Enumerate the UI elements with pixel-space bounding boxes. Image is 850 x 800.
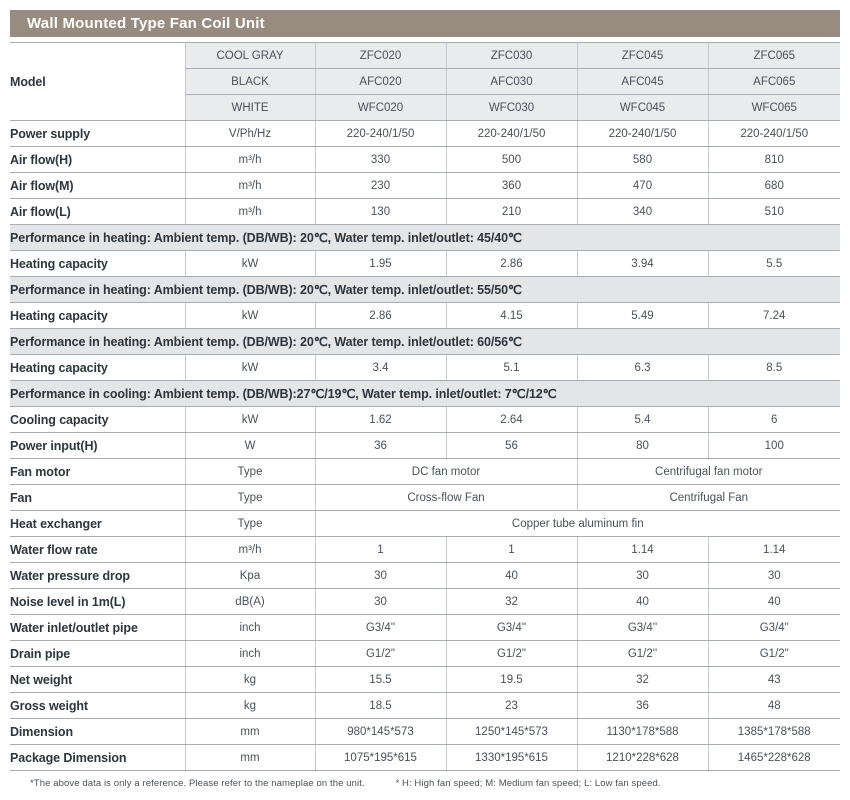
footnote-speed-legend: * H: High fan speed; M: Medium fan speed; L: Low fan speed.	[395, 778, 661, 789]
spec-value: 48	[708, 693, 840, 719]
spec-value: 500	[446, 147, 577, 173]
spec-row	[10, 407, 840, 433]
spec-value: 1075*195*615	[315, 745, 446, 771]
spec-value: 43	[708, 667, 840, 693]
section-header-row	[10, 277, 840, 303]
spec-value: 8.5	[708, 355, 840, 381]
spec-unit: Type	[185, 459, 315, 485]
spec-value: G3/4''	[315, 615, 446, 641]
spec-row	[10, 563, 840, 589]
spec-value: G1/2"	[315, 641, 446, 667]
spec-value: 30	[577, 563, 708, 589]
spec-value: 30	[315, 589, 446, 615]
spec-value: 810	[708, 147, 840, 173]
spec-table	[10, 42, 840, 771]
spec-label: Package Dimension	[10, 745, 185, 771]
spec-row	[10, 355, 840, 381]
spec-row	[10, 433, 840, 459]
spec-label: Water flow rate	[10, 537, 185, 563]
spec-unit: inch	[185, 641, 315, 667]
spec-value: 220-240/1/50	[446, 121, 577, 147]
spec-value: 980*145*573	[315, 719, 446, 745]
spec-value: 1130*178*588	[577, 719, 708, 745]
model-code: AFC030	[446, 69, 577, 95]
model-code: AFC045	[577, 69, 708, 95]
spec-unit: inch	[185, 615, 315, 641]
model-color-name: COOL GRAY	[185, 43, 315, 69]
spec-unit: kg	[185, 667, 315, 693]
spec-row	[10, 667, 840, 693]
footnote-reference-note: *The above data is only a reference. Please refer to the nameplae on the unit.	[30, 778, 365, 789]
model-color-name: BLACK	[185, 69, 315, 95]
spec-value: G3/4''	[577, 615, 708, 641]
spec-value: 36	[577, 693, 708, 719]
spec-label: Power supply	[10, 121, 185, 147]
spec-value: 56	[446, 433, 577, 459]
spec-label: Air flow(H)	[10, 147, 185, 173]
model-row	[10, 43, 840, 69]
spec-value: 36	[315, 433, 446, 459]
spec-unit: m³/h	[185, 147, 315, 173]
spec-unit: Type	[185, 511, 315, 537]
spec-row	[10, 641, 840, 667]
spec-label: Net weight	[10, 667, 185, 693]
spec-label: Heating capacity	[10, 251, 185, 277]
spec-value: DC fan motor	[315, 459, 577, 485]
spec-unit: kW	[185, 355, 315, 381]
spec-unit: m³/h	[185, 173, 315, 199]
spec-value: 1.14	[708, 537, 840, 563]
spec-unit: mm	[185, 745, 315, 771]
spec-row	[10, 303, 840, 329]
spec-value: 1	[446, 537, 577, 563]
spec-value: 470	[577, 173, 708, 199]
model-code: AFC065	[708, 69, 840, 95]
spec-row	[10, 511, 840, 537]
spec-value: 2.86	[315, 303, 446, 329]
spec-value: 220-240/1/50	[708, 121, 840, 147]
spec-unit: kW	[185, 303, 315, 329]
spec-unit: Kpa	[185, 563, 315, 589]
spec-label: Dimension	[10, 719, 185, 745]
model-code: WFC030	[446, 95, 577, 121]
spec-value: 2.86	[446, 251, 577, 277]
spec-value: Cross-flow Fan	[315, 485, 577, 511]
spec-value: 4.15	[446, 303, 577, 329]
spec-value: 6.3	[577, 355, 708, 381]
spec-unit: dB(A)	[185, 589, 315, 615]
spec-value: 1.14	[577, 537, 708, 563]
spec-value: 1465*228*628	[708, 745, 840, 771]
spec-value: 32	[577, 667, 708, 693]
spec-row	[10, 147, 840, 173]
spec-row	[10, 745, 840, 771]
spec-row	[10, 121, 840, 147]
section-header-row	[10, 225, 840, 251]
model-code: ZFC045	[577, 43, 708, 69]
spec-value: Centrifugal fan motor	[577, 459, 840, 485]
section-header-text: Performance in heating: Ambient temp. (DB/WB): 20℃, Water temp. inlet/outlet: 45/40℃	[10, 225, 840, 251]
spec-row	[10, 693, 840, 719]
spec-row	[10, 459, 840, 485]
spec-row	[10, 485, 840, 511]
spec-value: 5.4	[577, 407, 708, 433]
spec-value: Copper tube aluminum fin	[315, 511, 840, 537]
spec-value: 5.49	[577, 303, 708, 329]
spec-label: Fan	[10, 485, 185, 511]
spec-value: 18.5	[315, 693, 446, 719]
spec-unit: m³/h	[185, 537, 315, 563]
spec-value: 80	[577, 433, 708, 459]
page-title: Wall Mounted Type Fan Coil Unit	[10, 10, 840, 37]
spec-value: 230	[315, 173, 446, 199]
spec-value: 100	[708, 433, 840, 459]
spec-unit: m³/h	[185, 199, 315, 225]
spec-row	[10, 251, 840, 277]
section-header-row	[10, 381, 840, 407]
spec-value: 1210*228*628	[577, 745, 708, 771]
spec-table-body	[10, 43, 840, 771]
spec-value: 680	[708, 173, 840, 199]
model-code: WFC065	[708, 95, 840, 121]
spec-value: 220-240/1/50	[315, 121, 446, 147]
spec-value: 2.64	[446, 407, 577, 433]
section-header-text: Performance in cooling: Ambient temp. (DB/WB):27℃/19℃, Water temp. inlet/outlet: 7℃/12℃	[10, 381, 840, 407]
model-color-name: WHITE	[185, 95, 315, 121]
spec-label: Fan motor	[10, 459, 185, 485]
model-code: WFC020	[315, 95, 446, 121]
model-code: ZFC065	[708, 43, 840, 69]
spec-value: 1.95	[315, 251, 446, 277]
spec-value: G3/4''	[446, 615, 577, 641]
spec-row	[10, 199, 840, 225]
model-code: WFC045	[577, 95, 708, 121]
spec-label: Water pressure drop	[10, 563, 185, 589]
spec-unit: kW	[185, 251, 315, 277]
spec-label: Heating capacity	[10, 303, 185, 329]
spec-value: 3.4	[315, 355, 446, 381]
spec-value: 40	[708, 589, 840, 615]
spec-label: Gross weight	[10, 693, 185, 719]
spec-row	[10, 589, 840, 615]
spec-unit: mm	[185, 719, 315, 745]
spec-value: G1/2''	[577, 641, 708, 667]
spec-value: 1385*178*588	[708, 719, 840, 745]
spec-unit: W	[185, 433, 315, 459]
model-code: ZFC030	[446, 43, 577, 69]
spec-row	[10, 173, 840, 199]
spec-row	[10, 615, 840, 641]
spec-value: 32	[446, 589, 577, 615]
spec-row	[10, 537, 840, 563]
spec-row	[10, 719, 840, 745]
spec-value: 220-240/1/50	[577, 121, 708, 147]
spec-label: Heat exchanger	[10, 511, 185, 537]
spec-value: 510	[708, 199, 840, 225]
spec-label: Noise level in 1m(L)	[10, 589, 185, 615]
spec-value: G1/2"	[708, 641, 840, 667]
section-header-text: Performance in heating: Ambient temp. (DB/WB): 20℃, Water temp. inlet/outlet: 60/56℃	[10, 329, 840, 355]
spec-value: 1	[315, 537, 446, 563]
spec-value: 580	[577, 147, 708, 173]
spec-value: 1330*195*615	[446, 745, 577, 771]
spec-label: Air flow(L)	[10, 199, 185, 225]
spec-value: 30	[708, 563, 840, 589]
spec-value: 3.94	[577, 251, 708, 277]
spec-value: 30	[315, 563, 446, 589]
model-code: AFC020	[315, 69, 446, 95]
spec-label: Water inlet/outlet pipe	[10, 615, 185, 641]
spec-value: 19.5	[446, 667, 577, 693]
spec-label: Cooling capacity	[10, 407, 185, 433]
spec-unit: V/Ph/Hz	[185, 121, 315, 147]
spec-value: 40	[577, 589, 708, 615]
spec-value: 40	[446, 563, 577, 589]
spec-label: Drain pipe	[10, 641, 185, 667]
spec-value: 23	[446, 693, 577, 719]
spec-value: 15.5	[315, 667, 446, 693]
spec-value: 5.5	[708, 251, 840, 277]
spec-label: Air flow(M)	[10, 173, 185, 199]
spec-value: 5.1	[446, 355, 577, 381]
footnote	[10, 778, 840, 789]
spec-value: 6	[708, 407, 840, 433]
spec-unit: Type	[185, 485, 315, 511]
spec-value: 1.62	[315, 407, 446, 433]
model-code: ZFC020	[315, 43, 446, 69]
spec-value: 7.24	[708, 303, 840, 329]
section-header-text: Performance in heating: Ambient temp. (DB/WB): 20℃, Water temp. inlet/outlet: 55/50℃	[10, 277, 840, 303]
spec-label: Power input(H)	[10, 433, 185, 459]
section-header-row	[10, 329, 840, 355]
spec-unit: kg	[185, 693, 315, 719]
spec-value: 210	[446, 199, 577, 225]
spec-label: Heating capacity	[10, 355, 185, 381]
spec-value: 130	[315, 199, 446, 225]
model-label: Model	[10, 43, 185, 121]
spec-value: 330	[315, 147, 446, 173]
spec-value: Centrifugal Fan	[577, 485, 840, 511]
spec-value: 340	[577, 199, 708, 225]
spec-unit: kW	[185, 407, 315, 433]
spec-value: 360	[446, 173, 577, 199]
spec-value: 1250*145*573	[446, 719, 577, 745]
spec-value: G3/4"	[708, 615, 840, 641]
spec-value: G1/2"	[446, 641, 577, 667]
